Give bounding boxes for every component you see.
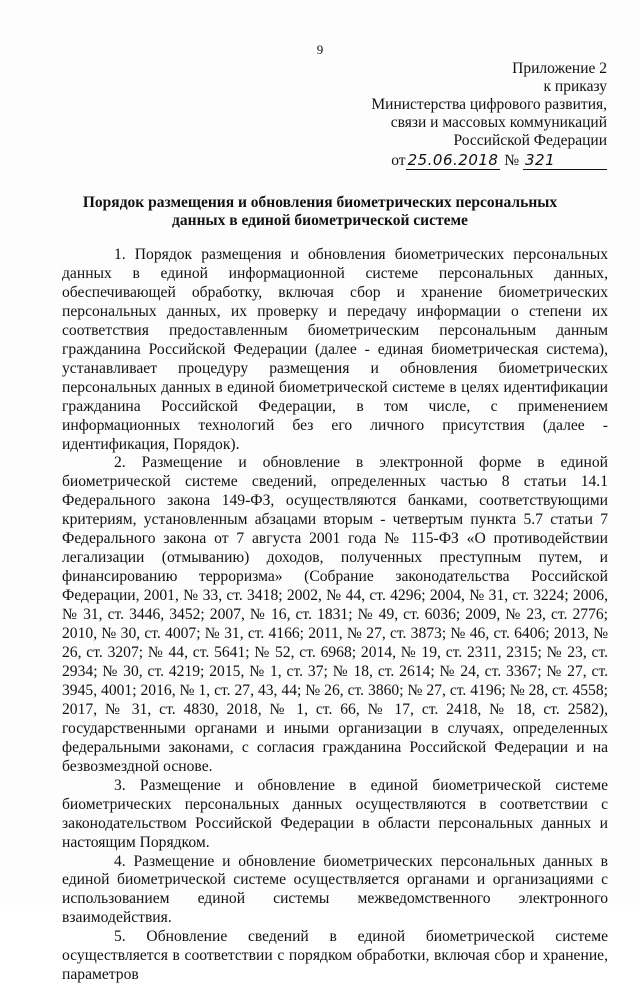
appendix-line: Российской Федерации [453, 132, 607, 149]
appendix-header [287, 60, 607, 170]
paragraph-3: 3. Размещение и обновление в единой биометрической системе биометрических персональных данных осуществляются в соответствии с законодательством Российской Федерации в области персональных данных и настоящим Порядком. [62, 776, 608, 851]
title-line: данных в единой биометрической системе [172, 212, 468, 229]
order-reference [287, 151, 607, 170]
appendix-line: к приказу [543, 78, 607, 95]
appendix-line: Министерства цифрового развития, [371, 96, 607, 113]
order-date-handwritten: 25.06.2018 [407, 151, 499, 169]
appendix-line: Приложение 2 [512, 60, 607, 77]
page-number: 9 [316, 42, 324, 57]
title-line: Порядок размещения и обновления биометрических персональных [82, 194, 558, 211]
paragraph-4: 4. Размещение и обновление биометрических персональных данных в единой биометрической системе осуществляется органами и организациями с использованием единой системы межведомственного электронного взаимодействия. [62, 852, 608, 927]
order-number-handwritten: 321 [523, 151, 607, 170]
document-body [62, 246, 608, 985]
order-number-label: № [504, 152, 520, 169]
document-title [60, 194, 580, 230]
paragraph-5: 5. Обновление сведений в единой биометрической системе осуществляется в соответствии с порядком обработки, включая сбор и хранение, параметров [62, 928, 608, 984]
paragraph-2: 2. Размещение и обновление в электронной форме в единой биометрической системе сведений, определенных частью 8 статьи 14.1 Федерального закона 149-ФЗ, осуществляются банками, соответствующими критериям, установленным абзацами вторым - четвертым пункта 5.7 статьи 7 Федерального закона от 7 августа 2001 года № 115-ФЗ «О противодействии легализации (отмыванию) доходов, полученных преступным путем, и финансированию терроризма» (Собрание законодательства Российской Федерации, 2001, № 33, ст. 3418; 2002, № 44, ст. 4296; 2004, № 31, ст. 3224; 2006, № 31, ст. 3446, 3452; 2007, № 16, ст. 1831; № 49, ст. 6036; 2009, № 23, ст. 2776; 2010, № 30, ст. 4007; № 31, ст. 4166; 2011, № 27, ст. 3873; № 46, ст. 6406; 2013, № 26, ст. 3207; № 44, ст. 5641; № 52, ст. 6968; 2014, № 19, ст. 2311, 2315; № 23, ст. 2934; № 30, ст. 4219; 2015, № 1, ст. 37; № 18, ст. 2614; № 24, ст. 3367; № 27, ст. 3945, 4001; 2016, № 1, ст. 27, 43, 44; № 26, ст. 3860; № 27, ст. 4196; № 28, ст. 4558; 2017, № 31, ст. 4830, 2018, № 1, ст. 66, № 17, ст. 2418, № 18, ст. 2582), государственными органами и иными организации в случаях, определенных федеральными законами, с согласия гражданина Российской Федерации и на безвозмездной основе. [62, 454, 608, 775]
order-prefix: от [391, 152, 406, 169]
appendix-line: связи и массовых коммуникаций [390, 114, 607, 131]
paragraph-1: 1. Порядок размещения и обновления биометрических персональных данных в единой информационной системе персональных данных, обеспечивающей обработку, включая сбор и хранение биометрических персональных данных, их проверку и передачу информации о степени их соответствия предоставленным биометрическим персональным данным гражданина Российской Федерации (далее - единая биометрическая система), устанавливает процедуру размещения и обновления биометрических персональных данных в единой биометрической системе в целях идентификации гражданина Российской Федерации, в том числе, с применением информационных технологий без его личного присутствия (далее - идентификация, Порядок). [62, 246, 608, 453]
